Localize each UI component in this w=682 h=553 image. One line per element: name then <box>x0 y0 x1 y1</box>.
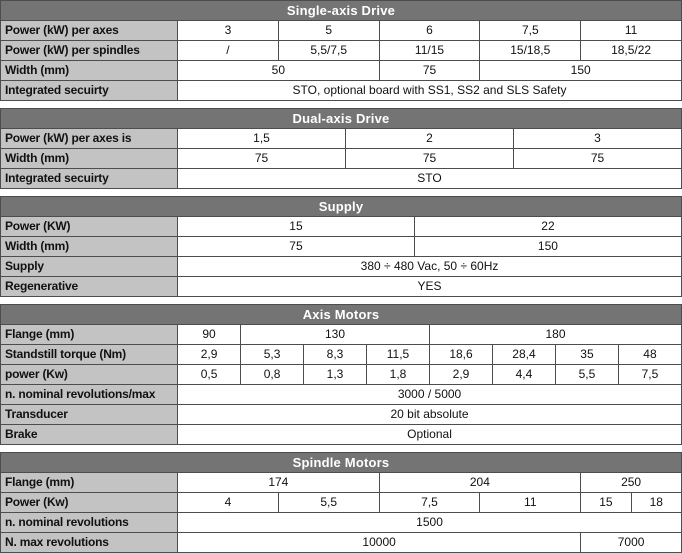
cell-value: 18 <box>631 493 681 513</box>
table-row <box>1 21 682 41</box>
cell-value: 75 <box>178 149 346 169</box>
table-row <box>1 365 682 385</box>
table-row <box>1 129 682 149</box>
row-label: Power (KW) <box>1 217 178 237</box>
cell-value: 150 <box>480 61 682 81</box>
table-row <box>1 385 682 405</box>
cell-value: 1500 <box>178 513 682 533</box>
cell-value: 5,5 <box>555 365 618 385</box>
row-label: Standstill torque (Nm) <box>1 345 178 365</box>
cell-value: 5,5 <box>278 493 379 513</box>
table-row <box>1 345 682 365</box>
table-row <box>1 277 682 297</box>
table-header-row <box>1 197 682 217</box>
table-row <box>1 513 682 533</box>
supply-table <box>0 196 682 297</box>
cell-value: 18,5/22 <box>581 41 682 61</box>
spindle-motors-title: Spindle Motors <box>1 453 682 473</box>
cell-value: 15/18,5 <box>480 41 581 61</box>
cell-value: 1,8 <box>367 365 430 385</box>
table-row <box>1 217 682 237</box>
cell-value: 4 <box>178 493 279 513</box>
row-label: Width (mm) <box>1 61 178 81</box>
axis-motors-table <box>0 304 682 445</box>
cell-value: 7,5 <box>480 21 581 41</box>
cell-value: 250 <box>581 473 682 493</box>
cell-value: 1,3 <box>304 365 367 385</box>
cell-value: 22 <box>414 217 681 237</box>
cell-value: 15 <box>178 217 415 237</box>
table-row <box>1 41 682 61</box>
cell-value: 0,8 <box>241 365 304 385</box>
cell-value: 75 <box>346 149 514 169</box>
table-row <box>1 81 682 101</box>
row-label: Brake <box>1 425 178 445</box>
cell-value: 15 <box>581 493 631 513</box>
cell-value: 11 <box>581 21 682 41</box>
row-label: Integrated secuirty <box>1 169 178 189</box>
cell-value: 6 <box>379 21 480 41</box>
cell-value: 10000 <box>178 533 581 553</box>
table-header-row <box>1 1 682 21</box>
single-axis-drive-table <box>0 0 682 101</box>
row-label: Power (Kw) <box>1 493 178 513</box>
cell-value: 3000 / 5000 <box>178 385 682 405</box>
dual-axis-drive-title: Dual-axis Drive <box>1 109 682 129</box>
cell-value: 75 <box>178 237 415 257</box>
cell-value: 130 <box>241 325 430 345</box>
cell-value: 3 <box>514 129 682 149</box>
cell-value: 18,6 <box>430 345 493 365</box>
table-row <box>1 405 682 425</box>
row-label: Flange (mm) <box>1 473 178 493</box>
table-row <box>1 237 682 257</box>
cell-value: 2,9 <box>430 365 493 385</box>
cell-value: STO, optional board with SS1, SS2 and SLS Safety <box>178 81 682 101</box>
table-row <box>1 493 682 513</box>
cell-value: 8,3 <box>304 345 367 365</box>
table-row <box>1 61 682 81</box>
cell-value: STO <box>178 169 682 189</box>
cell-value: 5,3 <box>241 345 304 365</box>
table-row <box>1 149 682 169</box>
row-label: Regenerative <box>1 277 178 297</box>
row-label: Integrated secuirty <box>1 81 178 101</box>
cell-value: 2,9 <box>178 345 241 365</box>
cell-value: 1,5 <box>178 129 346 149</box>
row-label: Transducer <box>1 405 178 425</box>
cell-value: 50 <box>178 61 380 81</box>
cell-value: 48 <box>618 345 681 365</box>
row-label: power (Kw) <box>1 365 178 385</box>
cell-value: 204 <box>379 473 581 493</box>
table-row <box>1 473 682 493</box>
row-label: Width (mm) <box>1 237 178 257</box>
cell-value: 150 <box>414 237 681 257</box>
table-header-row <box>1 109 682 129</box>
cell-value: 4,4 <box>492 365 555 385</box>
row-label: Power (kW) per axes is <box>1 129 178 149</box>
cell-value: 75 <box>379 61 480 81</box>
row-label: Supply <box>1 257 178 277</box>
spindle-motors-table <box>0 452 682 553</box>
axis-motors-title: Axis Motors <box>1 305 682 325</box>
table-row <box>1 257 682 277</box>
dual-axis-drive-table <box>0 108 682 189</box>
cell-value: 7,5 <box>379 493 480 513</box>
row-label: Power (kW) per axes <box>1 21 178 41</box>
cell-value: YES <box>178 277 682 297</box>
single-axis-drive-title: Single-axis Drive <box>1 1 682 21</box>
row-label: n. nominal revolutions/max <box>1 385 178 405</box>
table-header-row <box>1 453 682 473</box>
table-header-row <box>1 305 682 325</box>
table-row <box>1 533 682 553</box>
cell-value: 11/15 <box>379 41 480 61</box>
cell-value: 20 bit absolute <box>178 405 682 425</box>
supply-title: Supply <box>1 197 682 217</box>
cell-value: 7,5 <box>618 365 681 385</box>
cell-value: 180 <box>430 325 682 345</box>
cell-value: 11 <box>480 493 581 513</box>
row-label: Width (mm) <box>1 149 178 169</box>
cell-value: 5,5/7,5 <box>278 41 379 61</box>
cell-value: 3 <box>178 21 279 41</box>
cell-value: 28,4 <box>492 345 555 365</box>
cell-value: 7000 <box>581 533 682 553</box>
row-label: n. nominal revolutions <box>1 513 178 533</box>
table-row <box>1 425 682 445</box>
cell-value: Optional <box>178 425 682 445</box>
cell-value: 380 ÷ 480 Vac, 50 ÷ 60Hz <box>178 257 682 277</box>
cell-value: 11,5 <box>367 345 430 365</box>
cell-value: 75 <box>514 149 682 169</box>
cell-value: 2 <box>346 129 514 149</box>
table-row <box>1 169 682 189</box>
cell-value: / <box>178 41 279 61</box>
cell-value: 90 <box>178 325 241 345</box>
cell-value: 5 <box>278 21 379 41</box>
row-label: Flange (mm) <box>1 325 178 345</box>
cell-value: 0,5 <box>178 365 241 385</box>
cell-value: 174 <box>178 473 380 493</box>
row-label: N. max revolutions <box>1 533 178 553</box>
cell-value: 35 <box>555 345 618 365</box>
row-label: Power (kW) per spindles <box>1 41 178 61</box>
table-row <box>1 325 682 345</box>
